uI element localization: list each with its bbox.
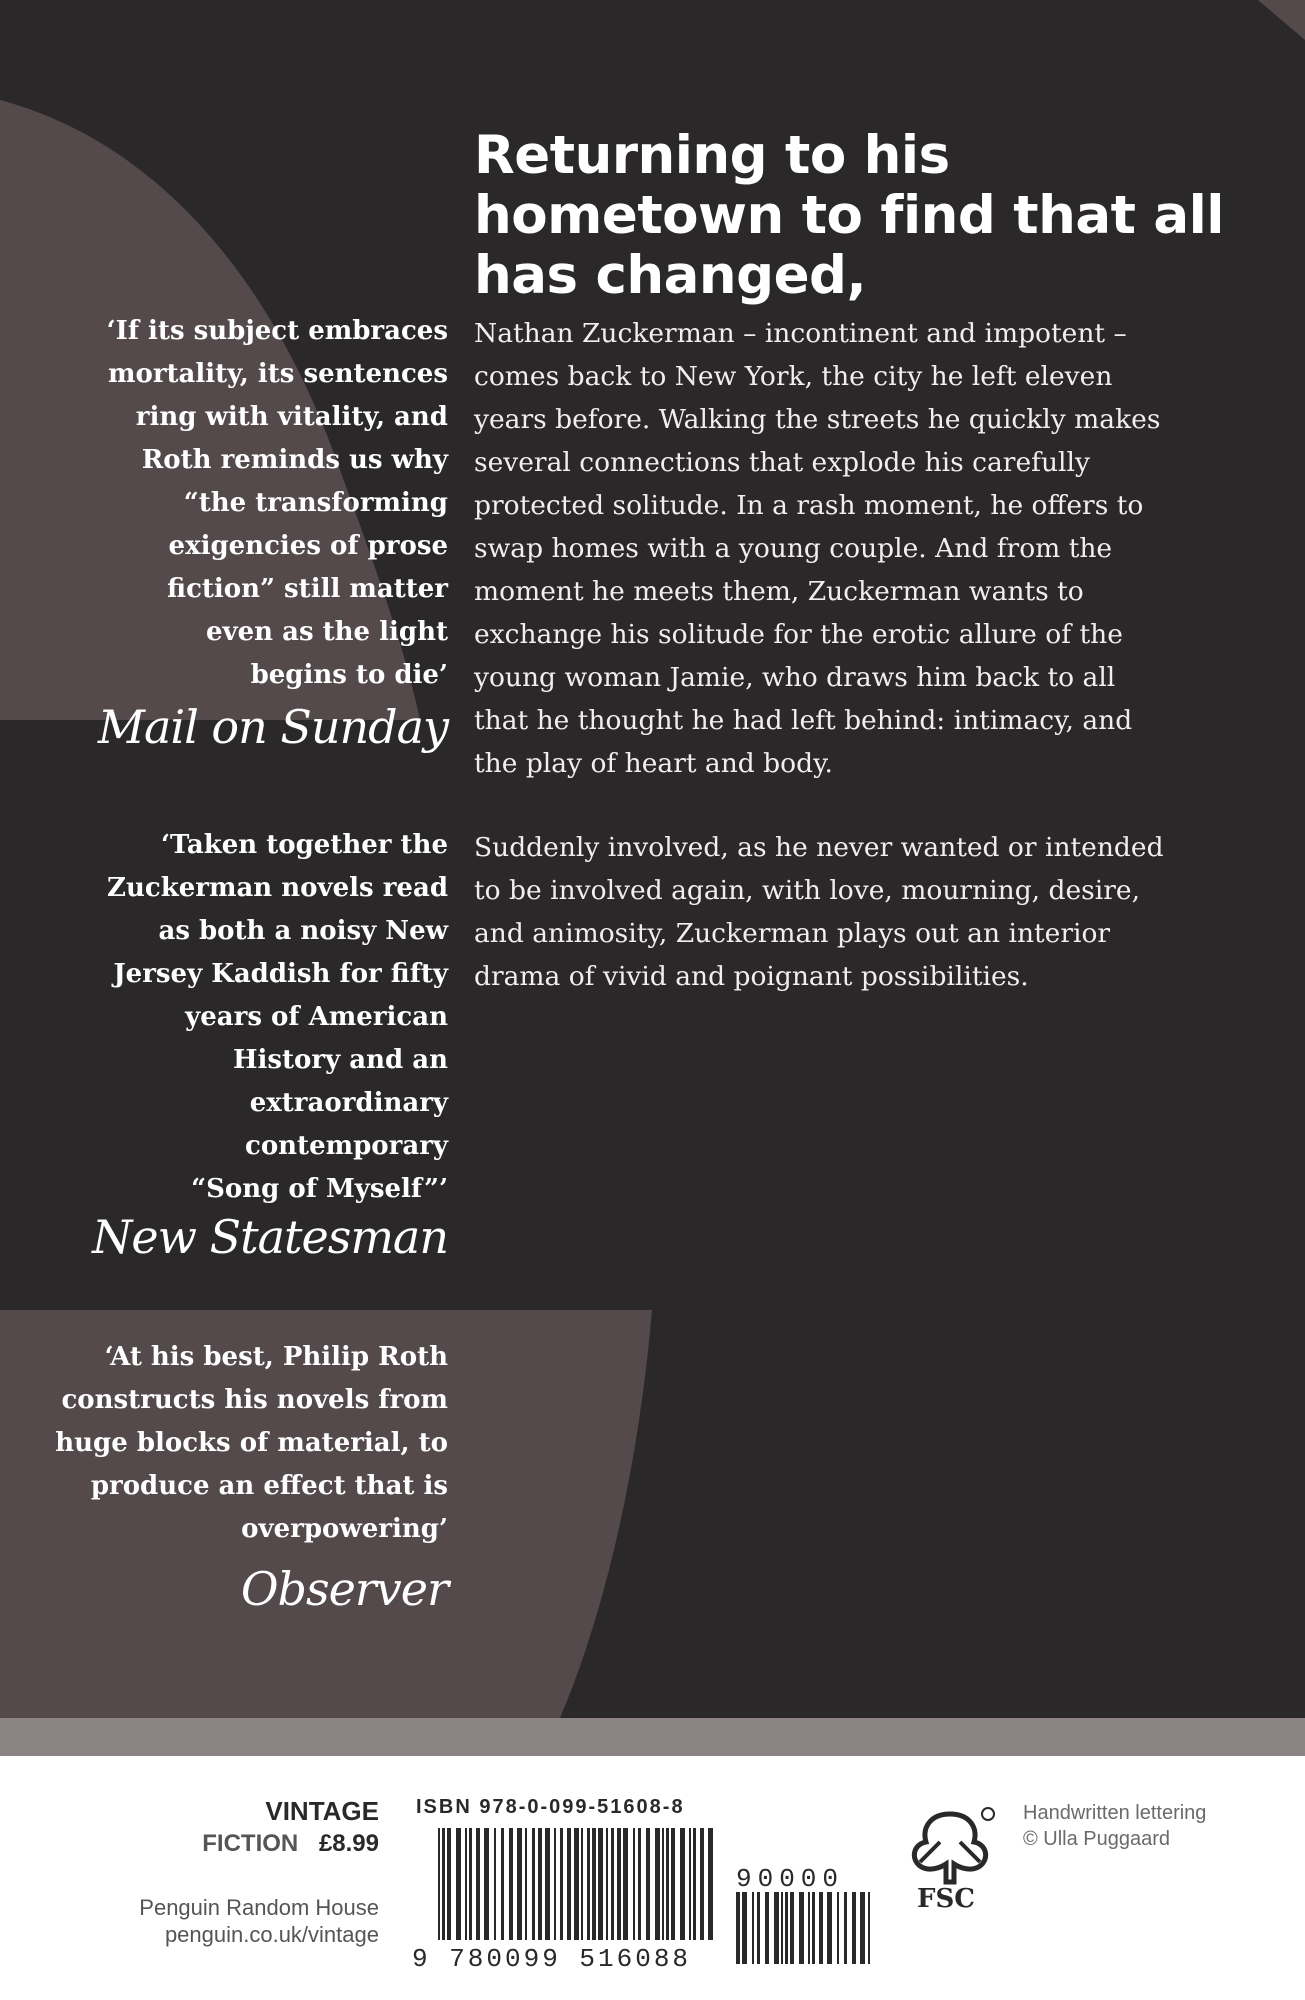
corner-diagonal <box>1258 0 1305 40</box>
barcode-bar <box>606 1828 608 1940</box>
barcode-bar <box>617 1828 621 1940</box>
barcode-bar <box>525 1828 527 1940</box>
barcode-bar <box>438 1828 440 1940</box>
barcode-bar <box>587 1828 590 1940</box>
barcode-bar <box>736 1892 740 1964</box>
category: FICTION <box>202 1830 299 1857</box>
barcode-bar <box>442 1828 445 1940</box>
publisher: Penguin Random House penguin.co.uk/vintage <box>139 1895 379 1947</box>
lettering-credit: Handwritten lettering © Ulla Puggaard <box>1023 1802 1207 1850</box>
barcode-bar <box>852 1892 856 1964</box>
fsc-label: FSC <box>917 1884 975 1914</box>
blurb-paragraph-1: Nathan Zuckerman – incontinent and impotent – comes back to New York, the city he left eleven years before. Walking the streets he quickly makes several connections that explode his carefully protected solitude. In a rash moment, he offers to swap homes with a young couple. And from the moment he meets them, Zuckerman wants to exchange his solitude for the erotic allure of the young woman Jamie, who draws him back to all that he thought he had left behind: intimacy, and the play of heart and body. <box>474 318 1161 779</box>
barcode-bar <box>611 1828 614 1940</box>
barcode-bar <box>517 1828 522 1940</box>
barcode-bar <box>693 1828 696 1940</box>
fsc-tree-icon <box>900 1806 1000 1886</box>
barcode-bar <box>827 1892 832 1964</box>
barcode-bar <box>662 1828 664 1940</box>
blurb-paragraph-2: Suddenly involved, as he never wanted or intended to be involved again, with love, mourning, desire, and animosity, Zuckerman plays out an interior drama of vivid and poignant possibilities. <box>474 832 1164 992</box>
isbn-label: ISBN 978-0-099-51608-8 <box>416 1796 685 1818</box>
barcode-bars <box>438 1828 713 1940</box>
barcode-bar <box>666 1828 669 1940</box>
barcode-bar <box>633 1828 635 1940</box>
barcode-bar <box>680 1828 685 1940</box>
barcode-bar <box>554 1828 556 1940</box>
review-quote-3: ‘At his best, Philip Roth constructs his novels from huge blocks of material, to produce an effect that is overpowering’ <box>55 1342 448 1544</box>
category-price <box>202 1830 379 1858</box>
barcode-bar <box>799 1892 804 1964</box>
barcode-bar <box>752 1892 754 1964</box>
barcode-bar <box>532 1828 535 1940</box>
barcode-bar <box>655 1828 660 1940</box>
barcode-bar <box>790 1892 794 1964</box>
barcode-bar <box>447 1828 451 1940</box>
barcode-bar <box>476 1828 480 1940</box>
barcode-bar <box>581 1828 583 1940</box>
barcode-bar <box>592 1828 596 1940</box>
barcode-bar <box>837 1892 839 1964</box>
barcode-bar <box>757 1892 760 1964</box>
barcode-bar <box>708 1828 713 1940</box>
price-code: 90000 <box>736 1864 845 1894</box>
barcode-bar <box>509 1828 513 1940</box>
barcode-bar <box>860 1892 865 1964</box>
barcode-digits: 9 780099 516088 <box>412 1944 692 1968</box>
barcode-bar <box>646 1828 650 1940</box>
review-quote-1: ‘If its subject embraces mortality, its sentences ring with vitality, and Roth reminds us why “the transforming exigencies of prose fiction” still matter even as the light begins to die’ <box>106 316 448 690</box>
headline: Returning to his hometown to find that all has changed, <box>474 125 1224 306</box>
barcode-bar <box>844 1892 847 1964</box>
barcode-bar <box>567 1828 571 1940</box>
barcode-bar <box>456 1828 461 1940</box>
footer <box>0 1756 1305 2000</box>
barcode <box>410 1828 880 1968</box>
barcode-bar <box>494 1828 496 1940</box>
barcode-bar <box>560 1828 563 1940</box>
review-source-2: New Statesman <box>92 1210 448 1264</box>
price-barcode-bars <box>736 1892 870 1964</box>
barcode-bar <box>545 1828 550 1940</box>
barcode-bar <box>700 1828 704 1940</box>
review-source-1: Mail on Sunday <box>97 700 448 754</box>
barcode-bar <box>785 1892 788 1964</box>
barcode-bar <box>868 1892 870 1964</box>
price: £8.99 <box>318 1830 379 1857</box>
barcode-bar <box>638 1828 641 1940</box>
imprint-name: VINTAGE <box>265 1796 379 1826</box>
barcode-bar <box>484 1828 489 1940</box>
barcode-bar <box>538 1828 542 1940</box>
barcode-bar <box>689 1828 691 1940</box>
review-source-3: Observer <box>240 1562 448 1616</box>
footer-band <box>0 1718 1305 1756</box>
barcode-bar <box>574 1828 579 1940</box>
barcode-bar <box>742 1892 747 1964</box>
barcode-bar <box>819 1892 823 1964</box>
barcode-bar <box>671 1828 675 1940</box>
barcode-bar <box>469 1828 472 1940</box>
barcode-bar <box>623 1828 628 1940</box>
barcode-bar <box>501 1828 504 1940</box>
barcode-bar <box>465 1828 467 1940</box>
barcode-bar <box>812 1892 815 1964</box>
barcode-bar <box>598 1828 603 1940</box>
barcode-bar <box>765 1892 769 1964</box>
barcode-bar <box>781 1892 783 1964</box>
barcode-bar <box>808 1892 810 1964</box>
barcode-bar <box>774 1892 779 1964</box>
review-quote-2: ‘Taken together the Zuckerman novels read as both a noisy New Jersey Kaddish for fifty years of American History and an extraordinary contemporary “Song of Myself”’ <box>106 830 448 1204</box>
